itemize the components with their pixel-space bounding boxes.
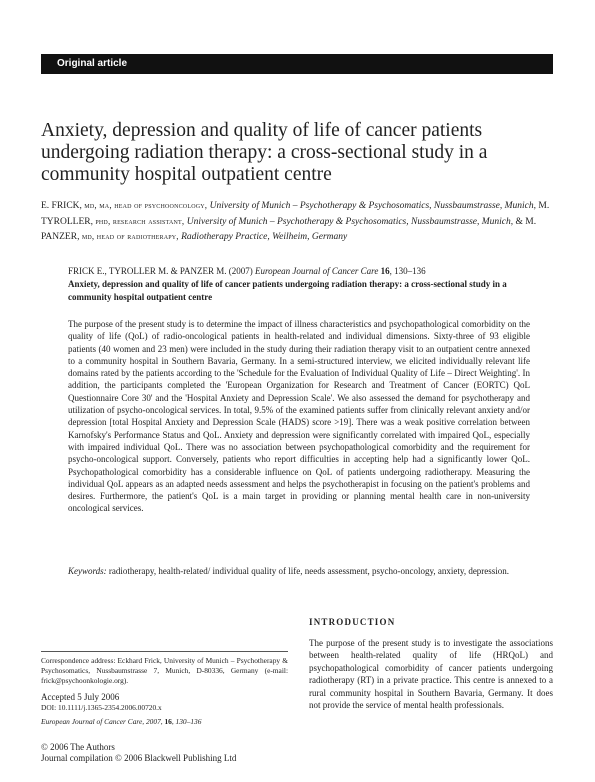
citation-volume: 16 [380,266,390,276]
citation-block [68,265,530,304]
article-title: Anxiety, depression and quality of life of cancer patients undergoing radiation therapy: a cross-sectional study in a community hospital outpatient centre [41,120,488,185]
author-1-affiliation: University of Munich – Psychotherapy & Psychosomatics, Nussbaumstrasse, Munich, [209,201,537,211]
journal-line-year: , 2007, [142,717,165,726]
author-3-name: & M. PANZER, [41,216,537,242]
article-type-band [41,54,553,74]
citation-pages: , 130–136 [389,266,426,276]
doi: DOI: 10.1111/j.1365-2354.2006.00720.x [41,703,162,712]
correspondence-address: Correspondence address: Eckhard Frick, University of Munich – Psychotherapy & Psychosomatics, Nussbaumstrasse 7, Munich, D-80336, Germany (e-mail: frick@psychoonkologie.org). [41,656,288,685]
article-type-label: Original article [57,58,128,69]
keywords [68,565,530,577]
journal-line [41,717,288,727]
citation-authors-year: FRICK E., TYROLLER M. & PANZER M. (2007) [68,266,253,276]
keywords-label: Keywords: [68,566,107,576]
citation-line [68,265,530,278]
author-1-role: md, ma, head of psychooncology, [84,200,208,210]
introduction-text: The purpose of the present study is to investigate the associations between health-related quality of life (HRQoL) and psychopathological comorbidity of cancer patients undergoing radiotherapy (RT) in a private practice. This centre is annexed to a rural community hospital in Southern Bavaria, Germany. It does not provide the service of mental health professionals. [309,638,553,711]
keywords-text: radiotherapy, health-related/ individual quality of life, needs assessment, psycho-oncology, anxiety, depression. [108,566,510,576]
citation-title: Anxiety, depression and quality of life of cancer patients undergoing radiation therapy: a cross-sectional study in a community hospital outpatient centre [68,279,507,302]
citation-journal: European Journal of Cancer Care [255,266,379,276]
author-list [41,198,553,245]
abstract: The purpose of the present study is to determine the impact of illness characteristics and psychopathological comorbidity on the quality of life (QoL) of radio-oncological patients in health-related and individual dimensions. Sixty-three of 93 eligible patients (40 women and 23 men) were included in the study during their radiation therapy visit to an outpatient centre annexed to a community hospital in Southern Bavaria, Germany. In a semi-structured interview, we elicited individually relevant life domains rated by the patients according to the 'Schedule for the Evaluation of Individual Quality of Life – Direct Weighting'. In addition, the participants completed the 'European Organization for Research and Treatment of Cancer (EORTC) QoL Questionnaire Core 30' and the 'Hospital Anxiety and Depression Scale'. We also assessed the demand for psychotherapy and utilization of psycho-oncological services. In total, 9.5% of the examined patients suffer from clinically relevant anxiety and/or depression [total Hospital Anxiety and Depression Scale (HADS) score >19]. There was a weak positive correlation between Karnofsky's Performance Status and QoL. Anxiety and depression were significantly correlated with impaired QoL, especially with impaired individual QoL. There was no association between psychopathological comorbidity and the requirement for psycho-oncological support. Conversely, patients who report difficulties in accepting help had a significantly lower QoL. Psychopathological comorbidity has a considerable influence on QoL of patients undergoing radiotherapy. Measuring the individual QoL appears as an adapted needs assessment and helps the psychotherapist in focusing on the patient's problems and desires. Furthermore, the patient's QoL is a main target in providing or planning mental health care in non-university oncological services. [68,319,530,514]
copyright-authors: © 2006 The Authors [41,742,115,752]
journal-line-name: European Journal of Cancer Care [41,717,143,726]
footnote-divider [41,651,288,652]
author-1-name: E. FRICK, [41,201,82,211]
author-2-affiliation: University of Munich – Psychotherapy & Psychosomatics, Nussbaumstrasse, Munich, [186,216,514,227]
author-2-name: M. TYROLLER, [41,201,550,227]
author-2-role: phd, research assistant, [95,215,185,226]
journal-line-volume: 16 [164,717,172,726]
copyright-journal: Journal compilation © 2006 Blackwell Publishing Ltd [41,753,237,763]
author-3-role: md, head of radiotherapy, [81,231,179,241]
introduction-heading: INTRODUCTION [309,617,396,627]
author-3-affiliation: Radiotherapy Practice, Weilheim, Germany [181,232,348,242]
accepted-date: Accepted 5 July 2006 [41,692,120,702]
journal-line-pages: , 130–136 [171,717,202,726]
